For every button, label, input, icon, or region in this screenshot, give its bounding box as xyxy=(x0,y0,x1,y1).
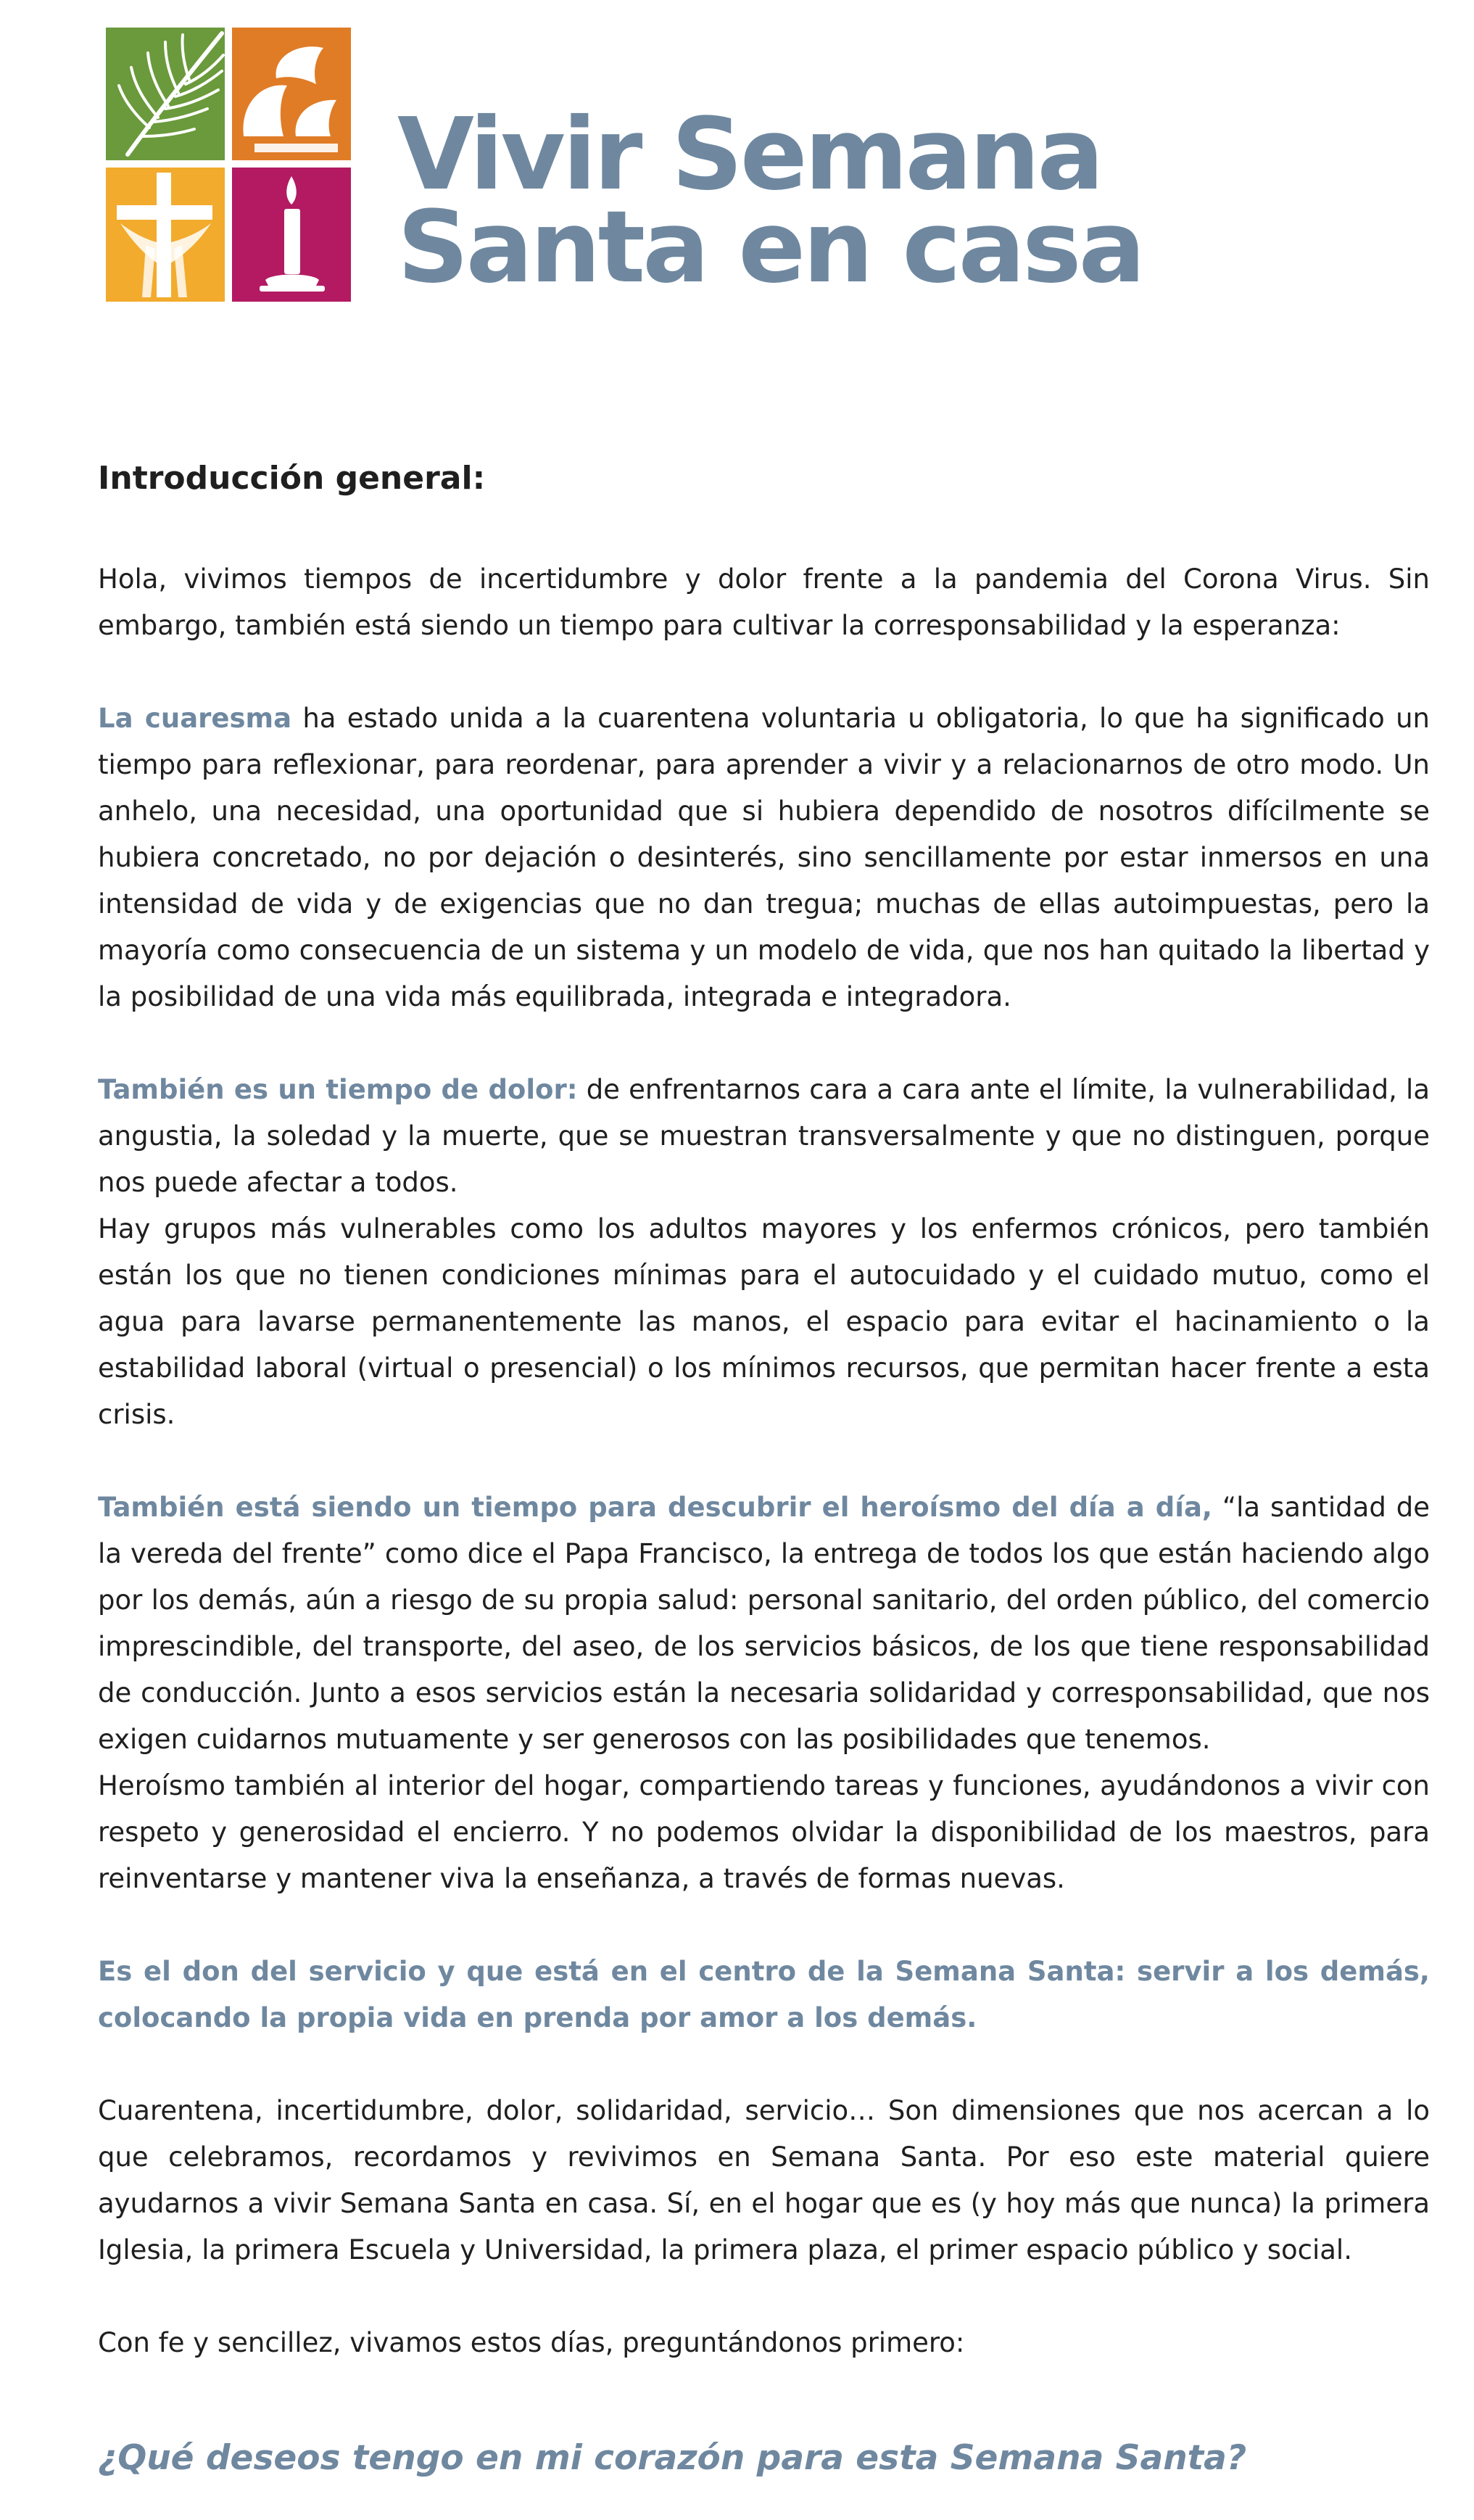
intro-paragraph-1: Hola, vivimos tiempos de incertidumbre y dolor frente a la pandemia del Corona Virus. Sin embargo, también está siendo un tiempo para cultivar la corresponsabilidad y la esperanza: xyxy=(98,563,1430,641)
brand-title-line2: Santa en casa xyxy=(397,190,1143,305)
header xyxy=(106,28,1143,305)
intro-paragraph-6: Heroísmo también al interior del hogar, compartiendo tareas y funciones, ayudándonos a vivir con respeto y generosidad el encierro. Y no podemos olvidar la disponibilidad de los maestros, para reinventarse y mantener viva la enseñanza, a través de formas nuevas. xyxy=(98,1770,1430,1894)
service-highlight: Es el don del servicio y que está en el centro de la Semana Santa: servir a los demás, colocando la propia vida en prenda por amor a los demás. xyxy=(98,1956,1430,2033)
brand-title-line1: Vivir Semana xyxy=(397,97,1101,212)
document-body xyxy=(98,450,1430,2482)
bread-quadrant xyxy=(232,28,351,160)
semana-santa-logo xyxy=(106,28,351,302)
intro-paragraph-3 xyxy=(98,1067,1430,1206)
heroismo-text: “la santidad de la vereda del frente” como dice el Papa Francisco, la entrega de todos los que están haciendo algo por los demás, aún a riesgo de su propia salud: personal sanitario, del orden público, del comercio imprescindible, del transporte, del aseo, de los servicios básicos, de los que tiene responsabilidad de conducción. Junto a esos servicios están la necesaria solidaridad y corresponsabilidad, que nos exigen cuidarnos mutuamente y ser generosos con las posibilidades que tenemos. xyxy=(98,1492,1430,1755)
section-heading: Introducción general: xyxy=(98,460,486,497)
dolor-lead: También es un tiempo de dolor: xyxy=(98,1074,578,1105)
cuaresma-lead: La cuaresma xyxy=(98,703,292,734)
intro-paragraph-9: Con fe y sencillez, vivamos estos días, preguntándonos primero: xyxy=(98,2327,965,2358)
brand-title xyxy=(397,97,1143,305)
cuaresma-text: ha estado unida a la cuarentena voluntaria u obligatoria, lo que ha significado un tiempo para reflexionar, para reordenar, para aprender a vivir y a relacionarnos de otro modo. Un anhelo, una necesidad, una oportunidad que si hubiera dependido de nosotros difícilmente se hubiera concretado, no por dejación o desinterés, sino sencillamente por estar inmersos en una intensidad de vida y de exigencias que no dan tregua; muchas de ellas autoimpuestas, pero la mayoría como consecuencia de un sistema y un modelo de vida, que nos han quitado la libertad y la posibilidad de una vida más equilibrada, integrada e integradora. xyxy=(98,703,1430,1012)
intro-paragraph-8: Cuarentena, incertidumbre, dolor, solidaridad, servicio… Son dimensiones que nos acercan a lo que celebramos, recordamos y revivimos en Semana Santa. Por eso este material quiere ayudarnos a vivir Semana Santa en casa. Sí, en el hogar que es (y hoy más que nunca) la primera Iglesia, la primera Escuela y Universidad, la primera plaza, el primer espacio público y social. xyxy=(98,2095,1430,2265)
logo-quadrants-icon xyxy=(106,28,351,302)
dolor-text: de enfrentarnos cara a cara ante el límite, la vulnerabilidad, la angustia, la soledad y la muerte, que se muestran transversalmente y que no distinguen, porque nos puede afectar a todos. xyxy=(98,1074,1430,1198)
intro-paragraph-2 xyxy=(98,695,1430,1020)
intro-paragraph-4: Hay grupos más vulnerables como los adultos mayores y los enfermos crónicos, pero también están los que no tienen condiciones mínimas para el autocuidado y el cuidado mutuo, como el agua para lavarse permanentemente las manos, el espacio para evitar el hacinamiento o la estabilidad laboral (virtual o presencial) o los mínimos recursos, que permitan hacer frente a esta crisis. xyxy=(98,1213,1430,1430)
intro-paragraph-5 xyxy=(98,1484,1430,1763)
heroismo-lead: También está siendo un tiempo para descubrir el heroísmo del día a día, xyxy=(98,1492,1212,1523)
reflection-question: ¿Qué deseos tengo en mi corazón para esta Semana Santa? xyxy=(98,2438,1247,2478)
